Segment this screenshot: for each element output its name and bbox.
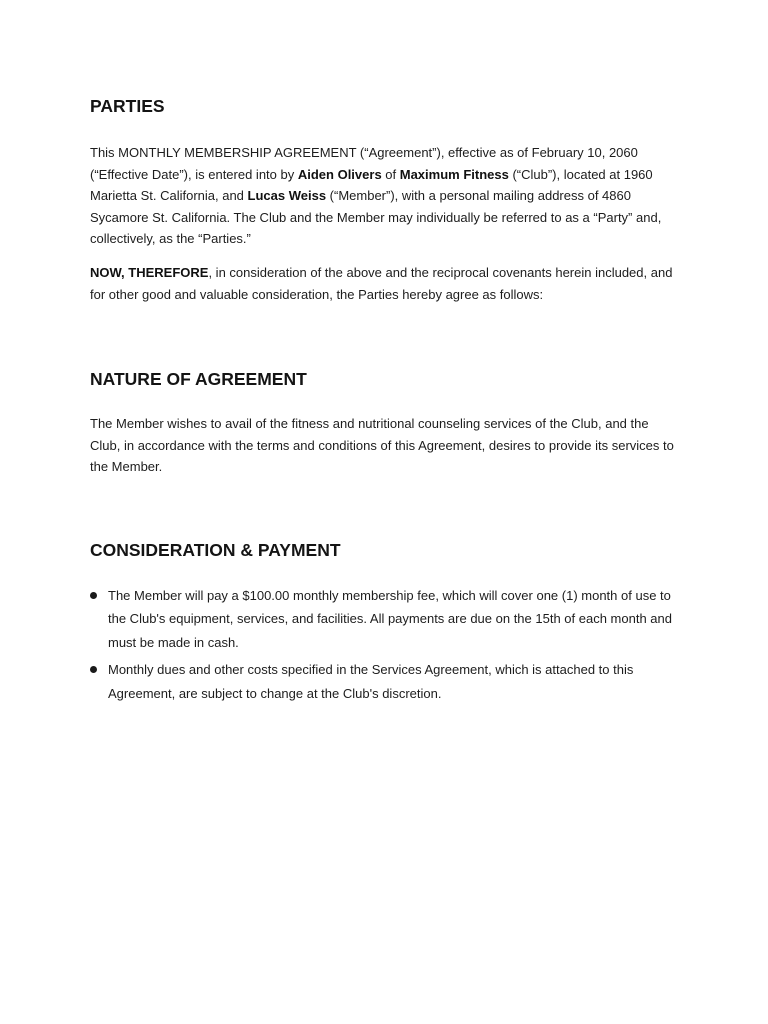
- now-therefore-text: , in consideration of the above and the reciprocal covenants herein included, and for other good and valuable consideration, the Parties hereby agree as follows:: [90, 264, 673, 302]
- payment-heading: CONSIDERATION & PAYMENT: [90, 539, 341, 560]
- parties-text-a: This MONTHLY MEMBERSHIP AGREEMENT (“Agreement”), effective as of February 10, 2060 (“Effective Date”), is entered into by: [90, 145, 638, 182]
- club-owner-name: Aiden Olivers: [297, 166, 382, 182]
- now-therefore-lead: NOW, THEREFORE: [90, 264, 209, 280]
- payment-bullet-list: [90, 584, 680, 706]
- section-nature-of-agreement: [90, 367, 680, 478]
- bullet-icon: [90, 592, 97, 599]
- list-item: [90, 658, 680, 705]
- parties-text-c: (“Club”), located at 1960 Marietta St. California, and: [90, 166, 653, 204]
- nature-paragraph: The Member wishes to avail of the fitness and nutritional counseling services of the Club, and the Club, in accordance with the terms and conditions of this Agreement, desires to provide its services to the Member.: [90, 416, 674, 475]
- document-body: [90, 94, 680, 705]
- list-item: [90, 584, 680, 655]
- now-therefore-paragraph: [90, 262, 680, 305]
- bullet-text: Monthly dues and other costs specified in the Services Agreement, which is attached to this Agreement, are subject to change at the Club's discretion.: [108, 662, 634, 701]
- bullet-text: The Member will pay a $100.00 monthly membership fee, which will cover one (1) month of use to the Club's equipment, services, and facilities. All payments are due on the 15th of each month and must be made in cash.: [108, 587, 672, 650]
- member-name: Lucas Weiss: [247, 188, 327, 204]
- club-name: Maximum Fitness: [399, 166, 509, 182]
- bullet-icon: [90, 666, 97, 673]
- parties-text-b: of: [381, 166, 400, 182]
- nature-heading: NATURE OF AGREEMENT: [90, 369, 307, 390]
- section-consideration-payment: [90, 538, 680, 706]
- parties-text-d: (“Member”), with a personal mailing address of 4860 Sycamore St. California. The Club and the Member may individually be referred to as a “Party” and, collectively, as the “Parties.”: [90, 188, 662, 247]
- parties-heading: PARTIES: [90, 96, 165, 116]
- section-parties: [90, 94, 680, 305]
- parties-paragraph: [90, 142, 680, 250]
